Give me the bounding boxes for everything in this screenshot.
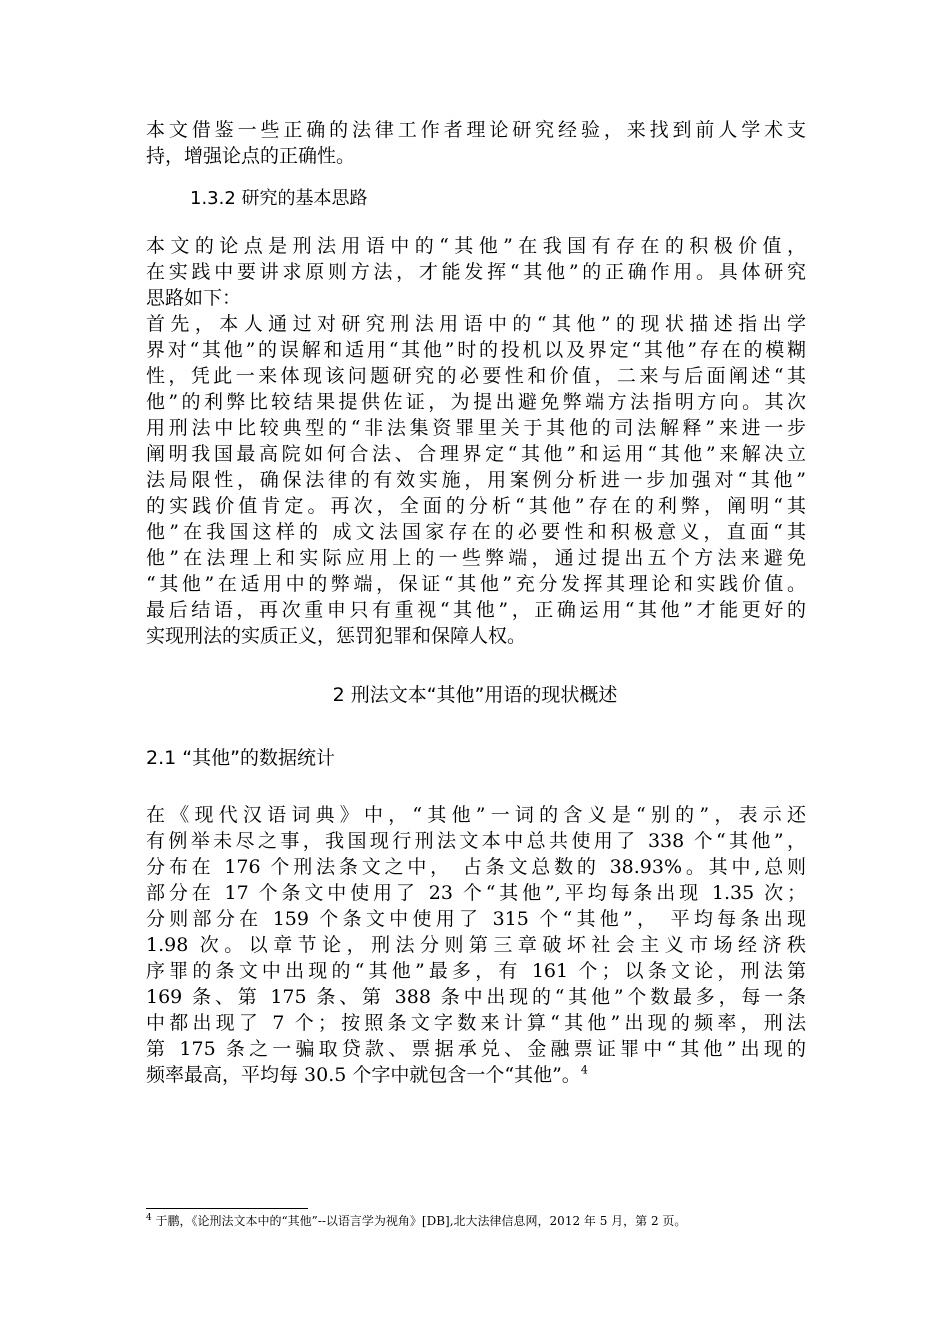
- thesis-line-2: 在实践中要讲求原则方法，才能发挥“其他”的正确作用。具体研究: [146, 261, 806, 283]
- thesis-line-3: 思路如下：: [146, 287, 242, 309]
- chapter-heading-2: 2 刑法文本“其他”用语的现状概述: [332, 684, 618, 706]
- outline-line-11: “其他”在适用中的弊端，保证“其他”充分发挥其理论和实践价值。: [146, 573, 806, 595]
- outline-line-12: 最后结语，再次重申只有重视“其他”，正确运用“其他”才能更好的: [146, 599, 806, 621]
- outline-line-7: 法局限性，确保法律的有效实施，用案例分析进一步加强对“其他”: [146, 469, 806, 491]
- subsection-heading-1-3-2: 1.3.2 研究的基本思路: [190, 188, 368, 209]
- stats-line-10: 第 175 条之一骗取贷款、票据承兑、金融票证罪中“其他”出现的: [146, 1038, 806, 1060]
- intro-line-1: 本文借鉴一些正确的法律工作者理论研究经验，来找到前人学术支: [146, 119, 806, 141]
- footnote: [146, 1212, 686, 1230]
- stats-line-8: 169 条、第 175 条、第 388 条中出现的“其他”个数最多，每一条: [146, 986, 806, 1008]
- footnote-reference[interactable]: 4: [580, 1063, 588, 1077]
- stats-line-11: [146, 1062, 806, 1088]
- stats-line-5: 分则部分在 159 个条文中使用了 315 个“其他”， 平均每条出现: [146, 908, 806, 930]
- stats-line-6: 1.98 次。以章节论，刑法分则第三章破坏社会主义市场经济秩: [146, 934, 806, 956]
- stats-line-4: 部分在 17 个条文中使用了 23 个“其他”,平均每条出现 1.35 次；: [146, 882, 806, 904]
- outline-line-6: 阐明我国最高院如何合法、合理界定“其他”和运用“其他”来解决立: [146, 443, 806, 465]
- intro-line-2: 持，增强论点的正确性。: [146, 145, 356, 167]
- outline-line-10: 他”在法理上和实际应用上的一些弊端，通过提出五个方法来避免: [146, 547, 806, 569]
- stats-line-3: 分布在 176 个刑法条文之中， 占条文总数的 38.93%。其中,总则: [146, 856, 806, 878]
- footnote-text: 于鹏，《论刑法文本中的“其他”--以语言学为视角》[DB],北大法律信息网，2012 年 5 月，第 2 页。: [151, 1214, 687, 1228]
- section-heading-2-1: 2.1 “其他”的数据统计: [146, 747, 335, 769]
- outline-line-1: 首先，本人通过对研究刑法用语中的“其他”的现状描述指出学: [146, 313, 806, 335]
- footnote-marker: 4: [146, 1213, 152, 1223]
- outline-line-3: 性，凭此一来体现该问题研究的必要性和价值，二来与后面阐述“其: [146, 365, 806, 387]
- outline-line-4: 他”的利弊比较结果提供佐证，为提出避免弊端方法指明方向。其次: [146, 391, 806, 413]
- stats-line-1: 在《现代汉语词典》中，“其他”一词的含义是“别的”，表示还: [146, 804, 806, 826]
- thesis-line-1: 本文的论点是刑法用语中的“其他”在我国有存在的积极价值，: [146, 235, 806, 257]
- stats-line-7: 序罪的条文中出现的“其他”最多，有 161 个；以条文论，刑法第: [146, 960, 806, 982]
- footnote-separator: [146, 1208, 308, 1209]
- stats-line-9: 中都出现了 7 个；按照条文字数来计算“其他”出现的频率，刑法: [146, 1012, 806, 1034]
- outline-line-13: 实现刑法的实质正义，惩罚犯罪和保障人权。: [146, 625, 527, 647]
- outline-line-8: 的实践价值肯定。再次，全面的分析“其他”存在的利弊，阐明“其: [146, 495, 806, 517]
- stats-line-2: 有例举未尽之事，我国现行刑法文本中总共使用了 338 个“其他”，: [146, 830, 806, 852]
- stats-line-11-text: 频率最高，平均每 30.5 个字中就包含一个“其他”。: [146, 1064, 581, 1086]
- outline-line-9: 他”在我国这样的 成文法国家存在的必要性和积极意义，直面“其: [146, 521, 806, 543]
- outline-line-5: 用刑法中比较典型的“非法集资罪里关于其他的司法解释”来进一步: [146, 417, 806, 439]
- outline-line-2: 界对“其他”的误解和适用“其他”时的投机以及界定“其他”存在的模糊: [146, 339, 806, 361]
